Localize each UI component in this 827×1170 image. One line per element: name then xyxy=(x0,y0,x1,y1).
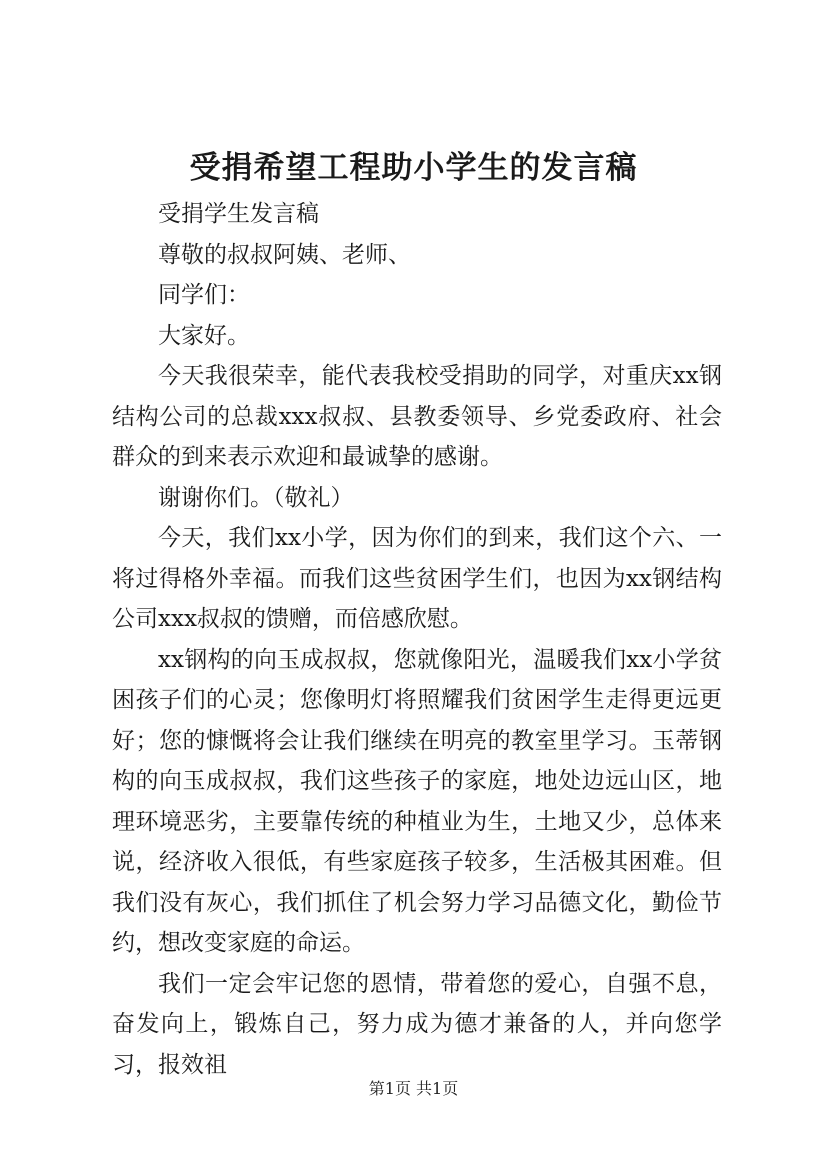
paragraph-greeting: 大家好。 xyxy=(158,322,250,349)
paragraph-gratitude: xx钢构的向玉成叔叔，您就像阳光，温暖我们xx小学贫困孩子们的心灵；您像明灯将照耀我们贫困学生走得更远更好；您的慷慨将会让我们继续在明亮的教室里学习。玉蒂钢构的向玉成叔叔，我们这些孩子的家庭，地处边远山区，地理环境恶劣，主要靠传统的种植业为生，土地又少，总体来说，经济收入很低，有些家庭孩子较多，生活极其困难。但我们没有灰心，我们抓住了机会努力学习品德文化，勤俭节约，想改变家庭的命运。 xyxy=(112,646,722,956)
paragraph-thank-you: 谢谢你们。（敬礼） xyxy=(158,484,354,511)
paragraph-promise: 我们一定会牢记您的恩情，带着您的爱心，自强不息，奋发向上，锻炼自己，努力成为德才兼备的人，并向您学习，报效祖 xyxy=(112,970,722,1078)
paragraph-salutation: 尊敬的叔叔阿姨、老师、 xyxy=(158,241,411,268)
paragraph-heading: 受捐学生发言稿 xyxy=(158,201,319,227)
document-body xyxy=(112,194,722,1085)
paragraph-salutation-students: 同学们： xyxy=(158,282,250,308)
paragraph-thanks-intro: 今天我很荣幸，能代表我校受捐助的同学，对重庆xx钢结构公司的总裁xxx叔叔、县教委领导、乡党委政府、社会群众的到来表示欢迎和最诚挚的感谢。 xyxy=(112,363,722,470)
paragraph-today: 今天，我们xx小学，因为你们的到来，我们这个六、一将过得格外幸福。而我们这些贫困学生们，也因为xx钢结构公司xxx叔叔的馈赠，而倍感欣慰。 xyxy=(112,525,722,632)
document-title: 受捐希望工程助小学生的发言稿 xyxy=(189,150,638,186)
page-number: 第1页 共1页 xyxy=(368,1079,459,1098)
